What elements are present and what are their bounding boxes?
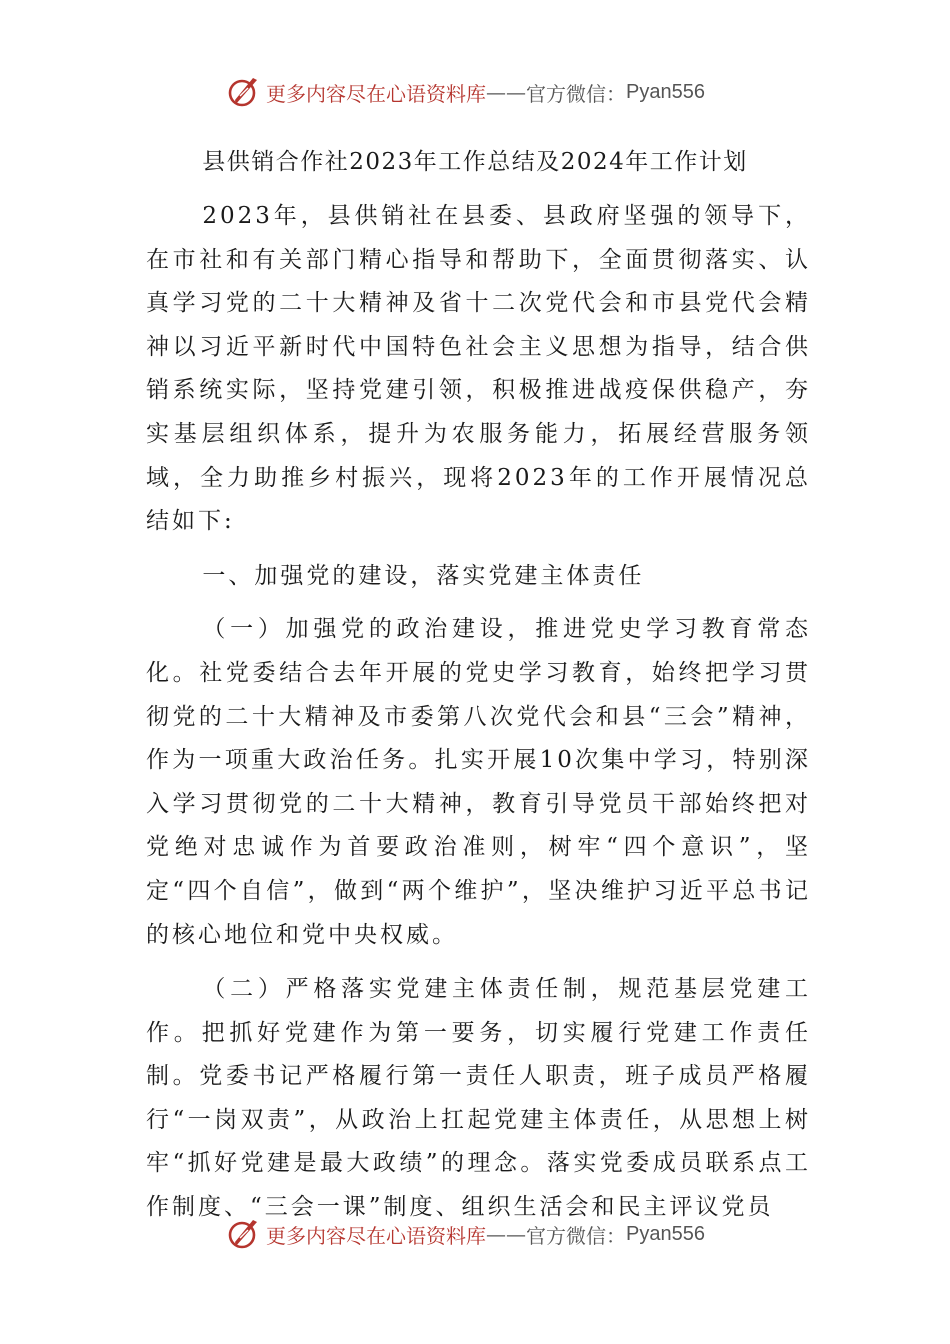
document-title: 县供销合作社2023年工作总结及2024年工作计划 <box>202 149 748 175</box>
watermark-dash: —— <box>486 80 526 104</box>
watermark-wechat-label: 官方微信： <box>526 81 626 106</box>
watermark-banner-bottom <box>226 1214 726 1254</box>
quill-logo-icon <box>226 74 262 110</box>
section-heading-1: 一、加强党的建设，落实党建主体责任 <box>202 562 645 589</box>
watermark-wechat-id: Pyan556 <box>626 80 705 103</box>
paragraph-item-2: （二）严格落实党建主体责任制，规范基层党建工作。把抓好党建作为第一要务，切实履行党建工作责任制。党委书记严格履行第一责任人职责，班子成员严格履行“一岗双责”，从政治上扛起党建主体责任，从思想上树牢“抓好党建是最大政绩”的理念。落实党委成员联系点工作制度、“三会一课”制度、组织生活会和民主评议党员 <box>146 976 811 1221</box>
watermark-wechat-label: 官方微信： <box>526 1223 626 1248</box>
watermark-red-text: 更多内容尽在心语资料库 <box>266 1223 486 1248</box>
watermark-dash: —— <box>486 1222 526 1246</box>
paragraph-item-1: （一）加强党的政治建设，推进党史学习教育常态化。社党委结合去年开展的党史学习教育，始终把学习贯彻党的二十大精神及市委第八次党代会和县“三会”精神，作为一项重大政治任务。扎实开展10次集中学习，特别深入学习贯彻党的二十大精神，教育引导党员干部始终把对党绝对忠诚作为首要政治准则，树牢“四个意识”，坚定“四个自信”，做到“两个维护”，坚决维护习近平总书记的核心地位和党中央权威。 <box>146 616 811 948</box>
watermark-red-text: 更多内容尽在心语资料库 <box>266 81 486 106</box>
document-body <box>146 195 811 1230</box>
watermark-banner-top <box>226 72 726 112</box>
quill-logo-icon <box>226 1216 262 1252</box>
watermark-wechat-id: Pyan556 <box>626 1222 705 1245</box>
paragraph-intro: 2023年，县供销社在县委、县政府坚强的领导下，在市社和有关部门精心指导和帮助下，全面贯彻落实、认真学习党的二十大精神及省十二次党代会和市县党代会精神以习近平新时代中国特色社会主义思想为指导，结合供销系统实际，坚持党建引领，积极推进战疫保供稳产，夯实基层组织体系，提升为农服务能力，拓展经营服务领域，全力助推乡村振兴，现将2023年的工作开展情况总结如下: <box>146 203 811 535</box>
